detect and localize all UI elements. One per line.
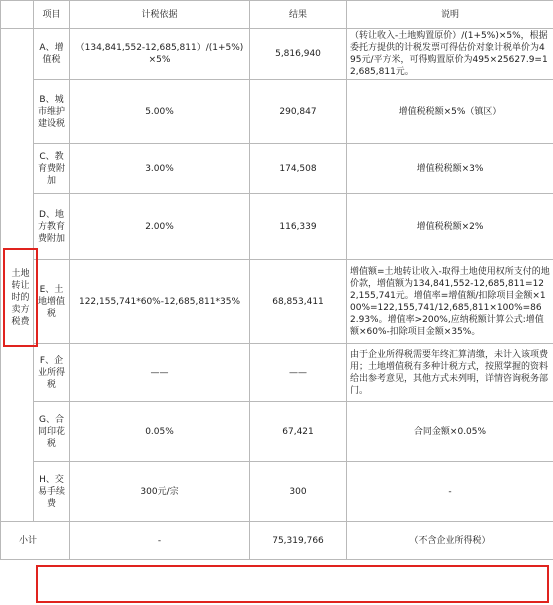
row-item: E、土地增值税 — [34, 260, 70, 344]
row-item: A、增值税 — [34, 29, 70, 80]
subtotal-basis: - — [70, 522, 250, 560]
table-row — [1, 194, 553, 260]
row-note: 增值税税额×5%（镇区） — [347, 80, 553, 144]
table-row — [1, 144, 553, 194]
row-note: - — [347, 462, 553, 522]
row-item: B、城市维护建设税 — [34, 80, 70, 144]
row-result: 300 — [250, 462, 347, 522]
row-item: G、合同印花税 — [34, 402, 70, 462]
row-note: 由于企业所得税需要年终汇算清缴，未计入该项费用；土地增值税有多种计税方式，按照掌握的资料给出参考意见，其他方式未列明，详情咨询税务部门。 — [347, 344, 553, 402]
row-result: 290,847 — [250, 80, 347, 144]
table-row — [1, 402, 553, 462]
subtotal-label: 小计 — [1, 522, 70, 560]
row-result: —— — [250, 344, 347, 402]
row-note: （转让收入-土地购置原价）/(1+5%)×5%，根据委托方提供的计税发票可得估价对象计税单价为495元/平方米，可得购置原价为495×25627.9=12,685,811元。 — [347, 29, 553, 80]
row-basis: 2.00% — [70, 194, 250, 260]
header-row — [1, 1, 553, 29]
row-note: 增值税税额×2% — [347, 194, 553, 260]
header-item: 项目 — [34, 1, 70, 29]
row-result: 5,816,940 — [250, 29, 347, 80]
table-row — [1, 344, 553, 402]
table-row — [1, 260, 553, 344]
side-label-highlight — [3, 248, 38, 347]
header-basis: 计税依据 — [70, 1, 250, 29]
header-note: 说明 — [347, 1, 553, 29]
row-basis: （134,841,552-12,685,811）/(1+5%)×5% — [70, 29, 250, 80]
row-item: D、地方教育费附加 — [34, 194, 70, 260]
subtotal-row — [1, 522, 553, 560]
row-note: 增值税税额×3% — [347, 144, 553, 194]
row-basis: —— — [70, 344, 250, 402]
row-result: 116,339 — [250, 194, 347, 260]
row-basis: 122,155,741*60%-12,685,811*35% — [70, 260, 250, 344]
table-row — [1, 80, 553, 144]
row-basis: 5.00% — [70, 80, 250, 144]
row-item: F、企业所得税 — [34, 344, 70, 402]
row-result: 67,421 — [250, 402, 347, 462]
header-result: 结果 — [250, 1, 347, 29]
row-result: 174,508 — [250, 144, 347, 194]
row-basis: 0.05% — [70, 402, 250, 462]
subtotal-highlight — [36, 565, 549, 603]
row-result: 68,853,411 — [250, 260, 347, 344]
table-row — [1, 462, 553, 522]
subtotal-note: （不含企业所得税） — [347, 522, 553, 560]
table-row — [1, 29, 553, 80]
row-note: 增值额=土地转让收入-取得土地使用权所支付的地价款，增值额为134,841,552-12,685,811=122,155,741元。增值率=增值额/扣除项目金额×100%=122,155,741/12,685,811×100%=862.93%。增值率>200%,应纳税额计算公式:增值额×60%-扣除项目金额×35%。 — [347, 260, 553, 344]
row-basis: 3.00% — [70, 144, 250, 194]
row-item: C、教育费附加 — [34, 144, 70, 194]
subtotal-result: 75,319,766 — [250, 522, 347, 560]
blank-corner — [1, 1, 34, 29]
row-item: H、交易手续费 — [34, 462, 70, 522]
row-note: 合同金额×0.05% — [347, 402, 553, 462]
side-label: 土地转让时的卖方税费 — [11, 268, 30, 327]
row-basis: 300元/宗 — [70, 462, 250, 522]
